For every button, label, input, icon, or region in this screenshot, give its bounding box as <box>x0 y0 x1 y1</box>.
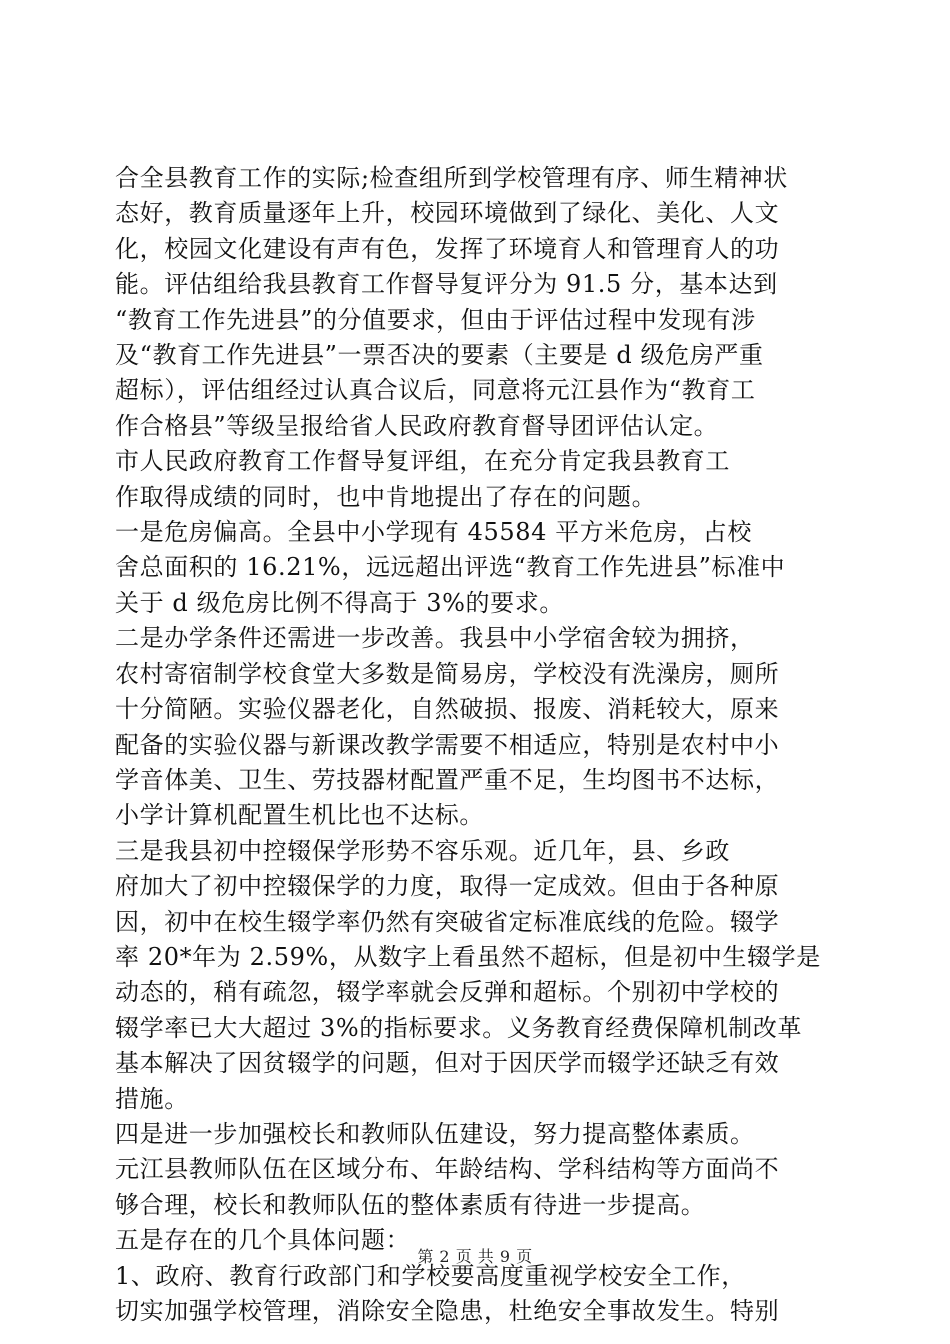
paragraph-review-group: 市人民政府教育工作督导复评组，在充分肯定我县教育工 作取得成绩的同时，也中肯地提出了存在的问题。 <box>115 447 730 511</box>
paragraph-issue-specific-heading: 五是存在的几个具体问题： <box>115 1226 411 1255</box>
paragraph-issue-dangerous-buildings: 一是危房偏高。全县中小学现有 45584 平方米危房，占校 舍总面积的 16.21%，远远超出评选“教育工作先进县”标准中 关于 d 级危房比例不得高于 3%的要求。 <box>115 518 786 617</box>
paragraph-issue-teachers: 四是进一步加强校长和教师队伍建设，努力提高整体素质。 元江县教师队伍在区域分布、年龄结构、学科结构等方面尚不 够合理，校长和教师队伍的整体素质有待进一步提高。 <box>115 1119 780 1219</box>
paragraph-evaluation-result: 合全县教育工作的实际;检查组所到学校管理有序、师生精神状 态好，教育质量逐年上升，校园环境做到了绿化、美化、人文 化，校园文化建设有声有色，发挥了环境育人和管理育人的功 能。评估组给我县教育工作督导复评分为 91.5 分，基本达到 “教育工作先进县”的分值要求，但由于评估过程中发现有涉 及“教育工作先进县”一票否决的要素（主要是 d 级危房严重 超标），评估组经过认真合议后，同意将元江县作为“教育工 作合格县”等级呈报给省人民政府教育督导团评估认定。 <box>115 164 788 440</box>
document-body <box>115 161 840 1329</box>
paragraph-issue-school-conditions: 二是办学条件还需进一步改善。我县中小学宿舍较为拥挤， 农村寄宿制学校食堂大多数是简易房，学校没有洗澡房，厕所 十分简陋。实验仪器老化，自然破损、报废、消耗较大，原来 配备的实验仪器与新课改教学需要不相适应，特别是农村中小 学音体美、卫生、劳技器材配置严重不足，生均图书不达标， 小学计算机配置生机比也不达标。 <box>115 624 780 830</box>
paragraph-issue-dropout: 三是我县初中控辍保学形势不容乐观。近几年，县、乡政 府加大了初中控辍保学的力度，取得一定成效。但由于各种原 因，初中在校生辍学率仍然有突破省定标准底线的危险。辍学 率 20*年为 2.59%，从数字上看虽然不超标，但是初中生辍学是 动态的，稍有疏忽，辍学率就会反弹和超标。个别初中学校的 辍学率已大大超过 3%的指标要求。义务教育经费保障机制改革 基本解决了因贫辍学的问题，但对于因厌学而辍学还缺乏有效 措施。 <box>115 836 821 1113</box>
page-number-footer: 第 2 页 共 9 页 <box>417 1247 533 1266</box>
paragraph-issue-safety: 1、政府、教育行政部门和学校要高度重视学校安全工作， 切实加强学校管理，消除安全隐患，杜绝安全事故发生。特别 <box>115 1261 780 1325</box>
